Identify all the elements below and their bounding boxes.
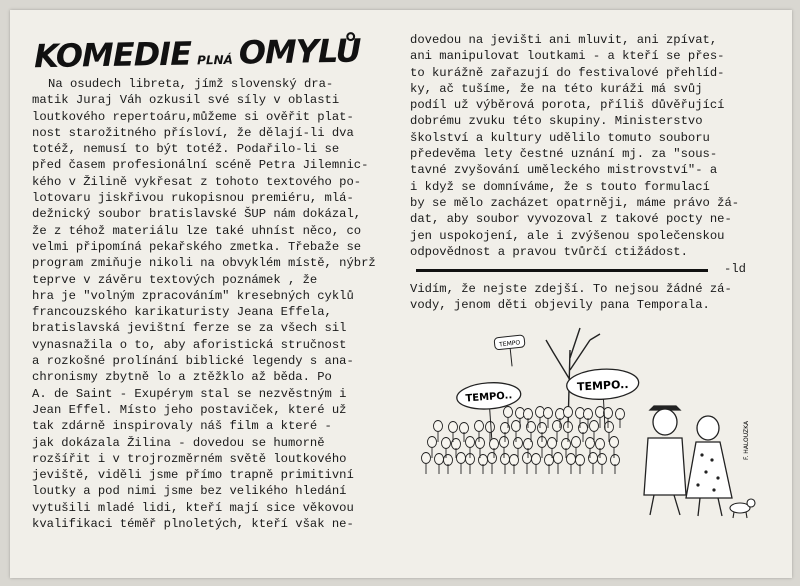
sign-text-left: TEMPO.. [465,390,513,405]
article-line: jen uspokojení, ale i zvýšenou společenskou [410,228,725,243]
child-head [562,439,571,450]
article-line: hra je "volným zpracováním" kresebných cyklů [32,288,354,303]
child-head [504,407,513,418]
article-line: matik Juraj Váh ozkusil své síly v oblasti [32,93,340,108]
dog [730,499,755,518]
child-head [457,453,466,464]
child-head [611,455,620,466]
child-head [524,409,533,420]
article-line: velmi připomíná pekařského zmetka. Třebaže se [32,239,362,254]
child-head [449,422,458,433]
article-line: dežnický soubor bratislavské ŠUP nám dokázal, [32,207,362,222]
article-line: loutky a pod nimi jsme bez velikého hledání [32,484,347,499]
article-line: vynasnažila o to, aby aforistická stručnost [32,337,347,352]
article-line: program zmiňuje nikoli na obvyklém místě, nýbrž [32,256,376,271]
child-head [422,453,431,464]
child-head [576,455,585,466]
article-line: jak dokázala Žilina - dovedou se humorně [32,435,325,450]
article-body-right [410,32,780,260]
cartoon-illustration [418,310,763,525]
crowd-of-children [422,407,625,475]
article-line: vytušili mladé lidi, kteří mají sice věkovou [32,500,354,515]
article-line: rozšířit i v trojrozměrném světě loutkového [32,451,347,466]
child-head [434,421,443,432]
child-head [514,438,523,449]
article-line: dovedou na jevišti ani mluvit, ani zpívat, [410,33,718,47]
article-line: že z téhož materiálu lze také uhníst něco, co [32,223,362,238]
child-head [596,439,605,450]
article-line: kvalifikaci téměř plnoletých, kteří však ne- [32,517,354,532]
article-line: ky, ač tušíme, že na této kuráži má svůj [410,81,703,96]
sign-text-right: TEMPO.. [576,377,629,394]
article-line: předevěma lety čestné uznání mj. za "sous- [410,147,718,162]
article-line: lotovaru jiskřivou rukopisnou premiéru, mlá- [32,191,354,206]
child-head [610,437,619,448]
child-head [556,409,565,420]
article-line: A. de Saint - Exupérym stal se nezvěstným i [32,386,347,401]
cartoon-drawing [418,310,763,525]
child-head [538,423,547,434]
sign-right [566,367,641,432]
child-head [590,421,599,432]
article-line: jeviště, viděli jsme přímo trapně primitivní [32,468,354,483]
child-head [435,454,444,465]
article-line: Na osudech libreta, jímž slovenský dra- [48,77,334,91]
woman-figure [686,416,732,516]
child-head [572,437,581,448]
article-line: školství a kultury udělilo tomuto souboru [410,130,710,145]
child-head [475,421,484,432]
article-line: před časem profesionální scéně Petra Jilemnic- [32,158,369,173]
right-column [410,32,780,314]
article-line: ani manipulovat loutkami - a kteří se přes- [410,49,725,64]
headline-word-omylu: OMYLŮ [238,31,361,72]
headline-word-komedie: KOMEDIE [33,34,192,76]
child-head [428,437,437,448]
child-head [486,422,495,433]
sign-small [494,335,527,368]
headline-word-plna: PLNÁ [196,52,234,68]
child-head [544,408,553,419]
article-line: by se mělo zacházet opatrněji, máme právo žá- [410,195,740,210]
child-head [512,421,521,432]
article-line: loutkového repertoáru,můžeme si ověřit plat- [32,109,354,124]
article-line: dat, aby soubor vyvozoval z takové pocty ne- [410,212,732,227]
child-head [476,438,485,449]
child-head [444,455,453,466]
child-head [598,454,607,465]
cartoon-caption [410,281,780,314]
article-line: tak zdárně inspirovaly náš film a které - [32,419,332,434]
child-head [564,407,573,418]
article-line: dobrému zvuku této skupiny. Ministerstvo [410,114,703,129]
article-line: i když se domníváme, že s touto formulací [410,179,710,194]
child-head [567,454,576,465]
sign-text-small: TEMPO [498,339,521,349]
separator-bar [416,269,708,272]
child-head [605,422,614,433]
author-signature: -ld [724,262,746,277]
child-head [501,454,510,465]
separator-rule [410,263,780,277]
article-line: totéž, nemusí to být totéž. Podařilo-li se [32,142,340,157]
article-line: Jean Effel. Místo jeho postaviček, které už [32,402,347,417]
child-head [510,455,519,466]
child-head [500,437,509,448]
article-line: teprve v závěru textových poznámek , že [32,272,318,287]
child-head [460,423,469,434]
child-head [488,453,497,464]
headline [34,29,408,78]
child-head [442,438,451,449]
article-line: francouzského karikaturisty Jeana Effela, [32,305,332,320]
article-line: odpovědnost a pravou tvůrčí ctižádost. [410,244,688,259]
article-line: podíl už výběrová porota, příliš důvěřující [410,98,725,113]
caption-line: vody, jenom děti objevily pana Temporala. [410,298,710,313]
child-head [490,439,499,450]
article-line: kého v Žilině vykřesat z tohoto textového po- [32,174,362,189]
child-head [523,453,532,464]
artist-signature: F. HALOUZKA [743,420,750,460]
child-head [466,437,475,448]
article-line: to kurážně zařazují do festivalové přehlíd- [410,65,725,80]
child-head [584,409,593,420]
man-figure [644,406,686,515]
article-line: chronismy zbytně lo a ztěžklo až běda. Po [32,370,332,385]
child-head [616,409,625,420]
article-line: bratislavská jevištní ferze se za všech sil [32,321,347,336]
newspaper-clipping [10,10,792,578]
article-line: nost starožitného přísloví, že dělají-li dva [32,125,354,140]
child-head [548,438,557,449]
child-head [554,453,563,464]
child-head [532,454,541,465]
article-body-left [32,76,407,532]
left-column [32,32,407,532]
caption-line: Vidím, že nejste zdejší. To nejsou žádné zá- [410,282,732,297]
child-head [586,438,595,449]
article-line: a rozkošné prolínání biblické legendy s ana- [32,354,354,369]
article-line: tavné zvyšování uměleckého mistrovství"- a [410,163,718,178]
